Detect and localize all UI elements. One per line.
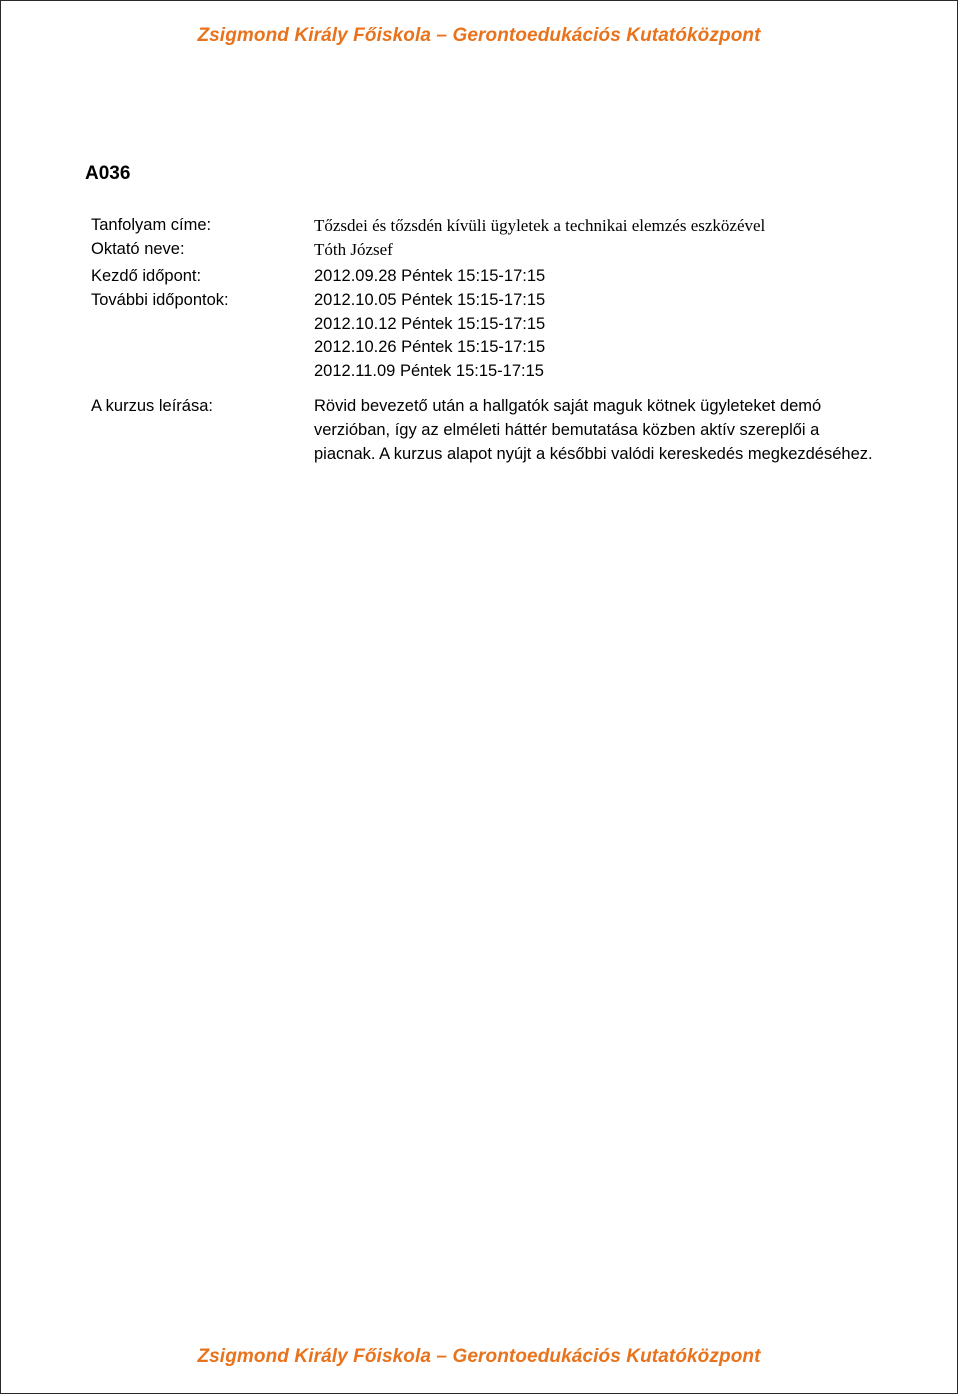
more-date-2: 2012.10.12 Péntek 15:15-17:15 xyxy=(314,315,546,333)
page-footer: Zsigmond Király Főiskola – Gerontoedukációs Kutatóközpont xyxy=(197,1346,761,1367)
teacher-label: Oktató neve: xyxy=(91,240,185,258)
description-text: Rövid bevezető után a hallgatók saját maguk kötnek ügyleteket demó verzióban, így az elméleti háttér bemutatása közben aktív szereplői a piacnak. A kurzus alapot nyújt a későbbi valódi kereskedés megkezdéséhez. xyxy=(314,397,873,463)
more-date-3: 2012.10.26 Péntek 15:15-17:15 xyxy=(314,338,546,356)
start-date-label: Kezdő időpont: xyxy=(91,267,202,285)
teacher-value: Tóth József xyxy=(314,240,393,259)
start-date-value: 2012.09.28 Péntek 15:15-17:15 xyxy=(314,267,546,285)
course-title-label: Tanfolyam címe: xyxy=(91,216,212,234)
course-title-value: Tőzsdei és tőzsdén kívüli ügyletek a technikai elemzés eszközével xyxy=(314,216,766,235)
description-label: A kurzus leírása: xyxy=(91,397,213,415)
more-date-1: 2012.10.05 Péntek 15:15-17:15 xyxy=(314,291,546,309)
page-header: Zsigmond Király Főiskola – Gerontoedukációs Kutatóközpont xyxy=(197,25,761,46)
more-dates-label: További időpontok: xyxy=(91,291,229,309)
more-date-4: 2012.11.09 Péntek 15:15-17:15 xyxy=(314,362,544,380)
course-code: A036 xyxy=(85,163,131,184)
